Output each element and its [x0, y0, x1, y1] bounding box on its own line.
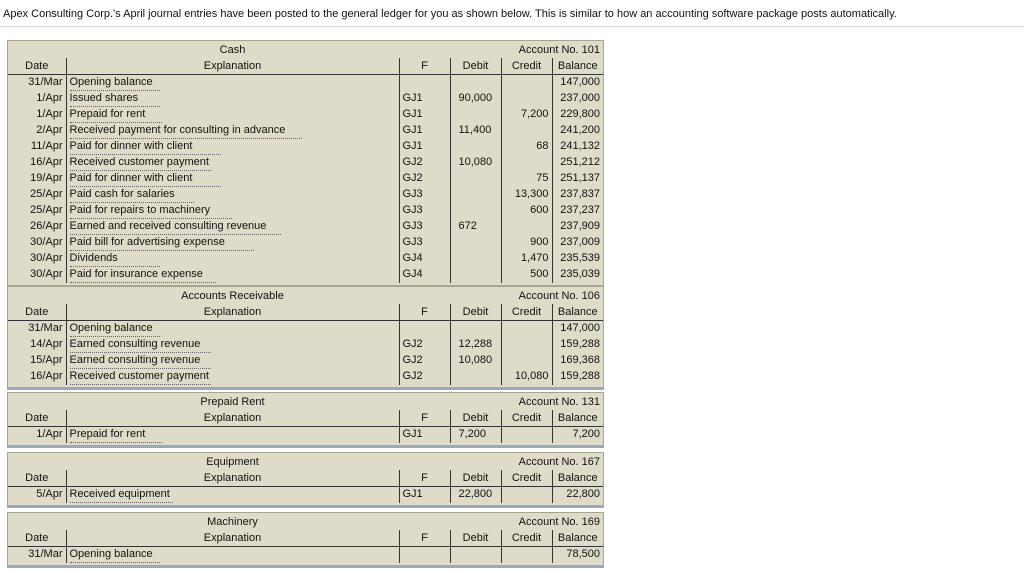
entry-balance: 147,000 [560, 76, 600, 89]
entry-debit: 22,800 [450, 486, 501, 503]
header-debit: Debit [450, 304, 501, 320]
entry-folio: GJ3 [399, 203, 450, 219]
entry-explanation-text: Paid cash for salaries [70, 187, 195, 203]
header-debit: Debit [450, 410, 501, 426]
entry-credit [501, 155, 552, 171]
entry-debit [450, 74, 501, 91]
entry-credit: 1,470 [501, 251, 552, 267]
blank-cell [8, 455, 66, 470]
ledger-title: Equipment [206, 456, 259, 469]
entry-balance: 147,000 [560, 322, 600, 335]
entry-debit: 10,080 [450, 353, 501, 369]
entry-explanation-text: Paid for insurance expense [70, 267, 216, 283]
entry-balance: 7,200 [572, 428, 600, 441]
entry-explanation [66, 123, 399, 139]
table-row [8, 107, 603, 123]
entry-balance: 235,539 [560, 252, 600, 265]
entry-folio: GJ2 [399, 337, 450, 353]
entry-explanation-text: Dividends [70, 251, 160, 267]
entry-debit [450, 369, 501, 385]
ledger-prepaid-rent [7, 392, 604, 448]
header-date: Date [8, 410, 66, 426]
header-explanation: Explanation [66, 58, 399, 74]
entry-balance: 235,039 [560, 268, 600, 281]
entry-debit: 11,400 [450, 123, 501, 139]
entry-credit: 10,080 [501, 369, 552, 385]
entry-explanation-text: Earned consulting revenue [70, 353, 211, 369]
entry-date: 14/Apr [30, 338, 63, 351]
account-number: Account No. 101 [518, 44, 600, 57]
account-number: Account No. 131 [518, 396, 600, 409]
entry-folio: GJ1 [399, 486, 450, 503]
entry-folio: GJ1 [399, 107, 450, 123]
entry-explanation [66, 337, 399, 353]
entry-date: 11/Apr [30, 140, 63, 153]
entry-credit: 500 [501, 267, 552, 283]
entry-credit [501, 337, 552, 353]
entry-explanation-text: Earned consulting revenue [70, 337, 211, 353]
entry-balance: 237,837 [560, 188, 600, 201]
entry-balance: 78,500 [566, 548, 600, 561]
entry-debit: 12,288 [450, 337, 501, 353]
entry-debit: 672 [450, 219, 501, 235]
entry-credit [501, 320, 552, 337]
entry-date: 26/Apr [30, 220, 63, 233]
entry-credit [501, 74, 552, 91]
entry-explanation [66, 546, 399, 563]
header-balance: Balance [552, 410, 603, 426]
entry-explanation [66, 426, 399, 443]
entry-credit [501, 486, 552, 503]
entry-balance: 159,288 [560, 370, 600, 383]
header-debit: Debit [450, 58, 501, 74]
entry-credit: 13,300 [501, 187, 552, 203]
entry-explanation [66, 353, 399, 369]
table-row [8, 251, 603, 267]
entry-date: 5/Apr [36, 488, 63, 501]
header-credit: Credit [501, 410, 552, 426]
ledger-title: Prepaid Rent [200, 396, 265, 409]
blank-cell [8, 289, 66, 304]
entry-credit [501, 426, 552, 443]
header-folio: F [399, 530, 450, 546]
ledger-accounts-receivable [7, 286, 604, 390]
entry-explanation-text: Paid for repairs to machinery [70, 203, 233, 219]
entry-credit: 68 [501, 139, 552, 155]
header-date: Date [8, 304, 66, 320]
entry-explanation [66, 155, 399, 171]
table-row [8, 91, 603, 107]
ledger-machinery [7, 512, 604, 568]
entry-credit [501, 546, 552, 563]
entry-explanation [66, 320, 399, 337]
header-debit: Debit [450, 470, 501, 486]
account-number: Account No. 167 [518, 456, 600, 469]
entry-folio: GJ3 [399, 219, 450, 235]
entry-credit: 7,200 [501, 107, 552, 123]
entry-explanation-text: Earned and received consulting revenue [70, 219, 281, 235]
table-row [8, 486, 603, 503]
table-row [8, 219, 603, 235]
entry-explanation-text: Prepaid for rent [70, 107, 162, 123]
header-date: Date [8, 58, 66, 74]
entry-explanation-text: Opening balance [70, 75, 160, 91]
entry-explanation-text: Received customer payment [70, 155, 211, 171]
entry-date: 16/Apr [30, 370, 63, 383]
entry-folio: GJ3 [399, 187, 450, 203]
blank-cell [8, 395, 66, 410]
header-balance: Balance [552, 304, 603, 320]
entry-explanation-text: Opening balance [70, 321, 160, 337]
ledger-title: Machinery [207, 516, 258, 529]
entry-date: 1/Apr [36, 428, 63, 441]
entry-balance: 241,200 [560, 124, 600, 137]
entry-date: 25/Apr [30, 204, 63, 217]
entry-debit [450, 546, 501, 563]
table-row [8, 353, 603, 369]
entry-folio: GJ2 [399, 155, 450, 171]
entry-credit: 900 [501, 235, 552, 251]
header-explanation: Explanation [66, 470, 399, 486]
entry-date: 30/Apr [30, 236, 63, 249]
header-debit: Debit [450, 530, 501, 546]
entry-date: 2/Apr [36, 124, 63, 137]
entry-date: 30/Apr [30, 252, 63, 265]
entry-debit [450, 187, 501, 203]
header-balance: Balance [552, 470, 603, 486]
entry-date: 16/Apr [30, 156, 63, 169]
account-number: Account No. 169 [518, 516, 600, 529]
entry-balance: 237,000 [560, 92, 600, 105]
entry-folio [399, 546, 450, 563]
entry-credit [501, 123, 552, 139]
table-row [8, 123, 603, 139]
header-balance: Balance [552, 58, 603, 74]
entry-folio: GJ4 [399, 267, 450, 283]
entry-explanation [66, 187, 399, 203]
entry-folio: GJ2 [399, 369, 450, 385]
entry-balance: 229,800 [560, 108, 600, 121]
header-folio: F [399, 470, 450, 486]
entry-explanation-text: Received customer payment [70, 369, 211, 385]
entry-debit [450, 235, 501, 251]
entry-explanation [66, 139, 399, 155]
ledger-table [8, 395, 603, 443]
header-folio: F [399, 58, 450, 74]
entry-explanation [66, 369, 399, 385]
entry-balance: 237,009 [560, 236, 600, 249]
entry-explanation [66, 267, 399, 283]
entry-folio: GJ3 [399, 235, 450, 251]
entry-explanation-text: Paid for dinner with client [70, 139, 222, 155]
entry-explanation [66, 251, 399, 267]
table-row [8, 369, 603, 385]
entry-explanation-text: Paid bill for advertising expense [70, 235, 254, 251]
entry-explanation [66, 91, 399, 107]
entry-explanation [66, 203, 399, 219]
table-row [8, 187, 603, 203]
entry-explanation [66, 74, 399, 91]
entry-date: 31/Mar [28, 322, 63, 335]
entry-folio [399, 74, 450, 91]
entry-explanation-text: Received payment for consulting in advance [70, 123, 303, 139]
entry-credit [501, 353, 552, 369]
entry-explanation-text: Prepaid for rent [70, 427, 162, 443]
entry-balance: 237,909 [560, 220, 600, 233]
entry-folio: GJ2 [399, 353, 450, 369]
table-row [8, 74, 603, 91]
table-row [8, 171, 603, 187]
entry-date: 31/Mar [28, 76, 63, 89]
table-row [8, 267, 603, 283]
entry-credit [501, 219, 552, 235]
table-row [8, 546, 603, 563]
entry-balance: 169,368 [560, 354, 600, 367]
divider [0, 26, 1024, 27]
instructions-text: Apex Consulting Corp.'s April journal entries have been posted to the general ledger for you as shown below. This is similar to how an accounting software package posts automatically. [3, 8, 897, 20]
entry-date: 19/Apr [30, 172, 63, 185]
header-folio: F [399, 410, 450, 426]
entry-explanation [66, 107, 399, 123]
header-explanation: Explanation [66, 410, 399, 426]
ledger-title: Accounts Receivable [181, 290, 284, 303]
blank-cell [8, 515, 66, 530]
entry-balance: 159,288 [560, 338, 600, 351]
entry-folio: GJ1 [399, 426, 450, 443]
ledger-title: Cash [219, 44, 246, 57]
entry-explanation-text: Opening balance [70, 547, 160, 563]
table-row [8, 235, 603, 251]
header-balance: Balance [552, 530, 603, 546]
table-row [8, 155, 603, 171]
entry-explanation-text: Issued shares [70, 91, 160, 107]
header-date: Date [8, 530, 66, 546]
entry-debit [450, 251, 501, 267]
entry-debit [450, 171, 501, 187]
ledger-cash [7, 40, 604, 288]
header-credit: Credit [501, 530, 552, 546]
entry-debit: 10,080 [450, 155, 501, 171]
table-row [8, 203, 603, 219]
ledger-equipment [7, 452, 604, 508]
ledger-table [8, 515, 603, 563]
ledger-table [8, 289, 603, 385]
entry-balance: 22,800 [566, 488, 600, 501]
entry-balance: 241,132 [560, 140, 600, 153]
header-credit: Credit [501, 304, 552, 320]
ledger-table [8, 43, 603, 283]
account-number: Account No. 106 [518, 290, 600, 303]
entry-debit: 7,200 [450, 426, 501, 443]
entry-explanation [66, 235, 399, 251]
entry-date: 15/Apr [30, 354, 63, 367]
entry-date: 30/Apr [30, 268, 63, 281]
entry-credit: 75 [501, 171, 552, 187]
table-row [8, 139, 603, 155]
table-row [8, 426, 603, 443]
header-folio: F [399, 304, 450, 320]
entry-debit [450, 203, 501, 219]
table-row [8, 320, 603, 337]
entry-folio: GJ1 [399, 123, 450, 139]
header-explanation: Explanation [66, 530, 399, 546]
entry-explanation-text: Paid for dinner with client [70, 171, 222, 187]
entry-debit [450, 267, 501, 283]
entry-folio [399, 320, 450, 337]
entry-balance: 237,237 [560, 204, 600, 217]
header-credit: Credit [501, 58, 552, 74]
entry-credit: 600 [501, 203, 552, 219]
header-explanation: Explanation [66, 304, 399, 320]
ledger-table [8, 455, 603, 503]
header-date: Date [8, 470, 66, 486]
entry-debit [450, 320, 501, 337]
entry-debit [450, 107, 501, 123]
entry-date: 25/Apr [30, 188, 63, 201]
entry-explanation [66, 219, 399, 235]
entry-date: 31/Mar [28, 548, 63, 561]
entry-folio: GJ1 [399, 91, 450, 107]
entry-explanation [66, 486, 399, 503]
entry-balance: 251,212 [560, 156, 600, 169]
header-credit: Credit [501, 470, 552, 486]
entry-folio: GJ4 [399, 251, 450, 267]
entry-date: 1/Apr [36, 92, 63, 105]
entry-credit [501, 91, 552, 107]
entry-folio: GJ1 [399, 139, 450, 155]
entry-folio: GJ2 [399, 171, 450, 187]
entry-debit [450, 139, 501, 155]
entry-debit: 90,000 [450, 91, 501, 107]
entry-balance: 251,137 [560, 172, 600, 185]
entry-explanation [66, 171, 399, 187]
entry-explanation-text: Received equipment [70, 487, 173, 503]
blank-cell [8, 43, 66, 58]
entry-date: 1/Apr [36, 108, 63, 121]
table-row [8, 337, 603, 353]
